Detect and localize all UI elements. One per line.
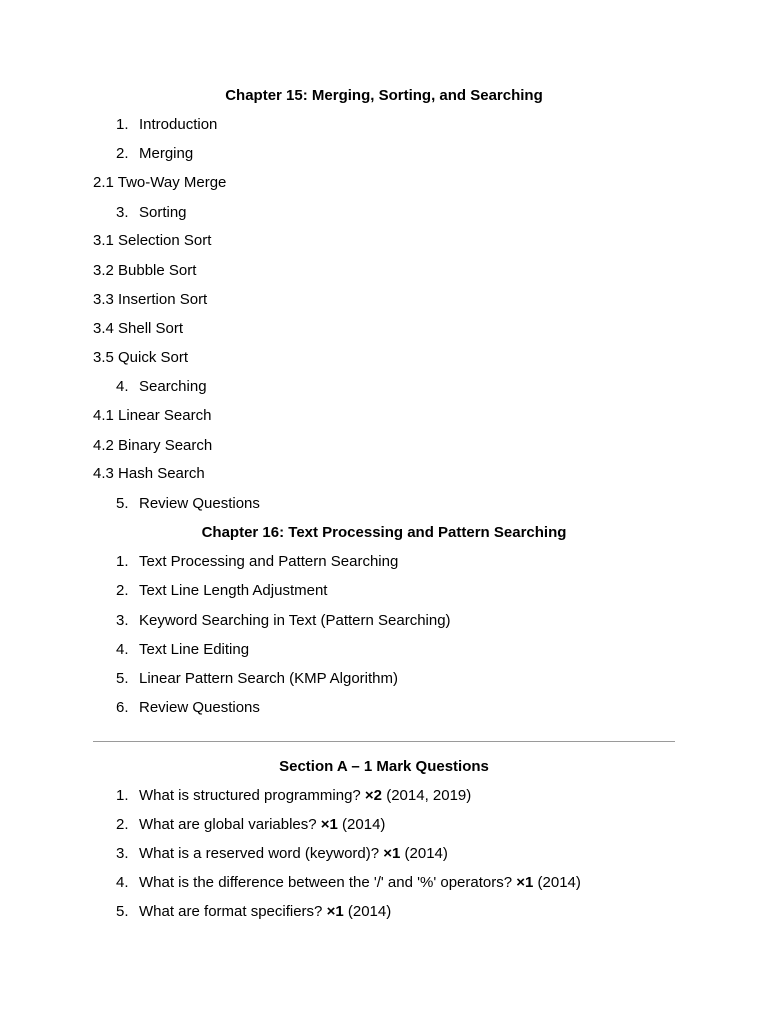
list-item: 1. Text Processing and Pattern Searching bbox=[116, 553, 399, 570]
question-item: 2. What are global variables? ×1 (2014) bbox=[116, 816, 386, 833]
sub-item: 3.4 Shell Sort bbox=[93, 320, 184, 337]
sub-item: 3.1 Selection Sort bbox=[93, 232, 212, 249]
list-item: 2. Merging bbox=[116, 145, 194, 162]
list-item: 5. Review Questions bbox=[116, 495, 260, 512]
question-item: 1. What is structured programming? ×2 (2014, 2019) bbox=[116, 787, 472, 804]
sub-item: 4.1 Linear Search bbox=[93, 407, 212, 424]
list-item: 5. Linear Pattern Search (KMP Algorithm) bbox=[116, 670, 399, 687]
chapter-16-title: Chapter 16: Text Processing and Pattern Searching bbox=[201, 524, 567, 541]
sub-item: 4.2 Binary Search bbox=[93, 437, 213, 454]
list-item: 1. Introduction bbox=[116, 116, 218, 133]
sub-item: 3.3 Insertion Sort bbox=[93, 291, 208, 308]
list-item: 2. Text Line Length Adjustment bbox=[116, 582, 328, 599]
sub-item: 3.2 Bubble Sort bbox=[93, 262, 197, 279]
section-a-title: Section A – 1 Mark Questions bbox=[279, 758, 489, 775]
question-count: ×1 bbox=[383, 845, 401, 862]
question-item: 5. What are format specifiers? ×1 (2014) bbox=[116, 903, 392, 920]
question-count: ×1 bbox=[326, 903, 344, 920]
list-item: 4. Text Line Editing bbox=[116, 641, 250, 658]
list-item: 3. Sorting bbox=[116, 204, 187, 221]
divider bbox=[93, 741, 675, 742]
sub-item: 2.1 Two-Way Merge bbox=[93, 174, 227, 191]
list-item: 6. Review Questions bbox=[116, 699, 260, 716]
question-count: ×2 bbox=[364, 787, 383, 804]
list-item: 4. Searching bbox=[116, 378, 207, 395]
chapter-15-title: Chapter 15: Merging, Sorting, and Searching bbox=[225, 87, 543, 104]
question-count: ×1 bbox=[320, 816, 338, 833]
list-item: 3. Keyword Searching in Text (Pattern Searching) bbox=[116, 612, 451, 629]
sub-item: 3.5 Quick Sort bbox=[93, 349, 189, 366]
question-item: 3. What is a reserved word (keyword)? ×1 (2014) bbox=[116, 845, 448, 862]
sub-item: 4.3 Hash Search bbox=[93, 465, 205, 482]
question-count: ×1 bbox=[516, 874, 534, 891]
question-item: 4. What is the difference between the '/' and '%' operators? ×1 (2014) bbox=[116, 874, 581, 891]
